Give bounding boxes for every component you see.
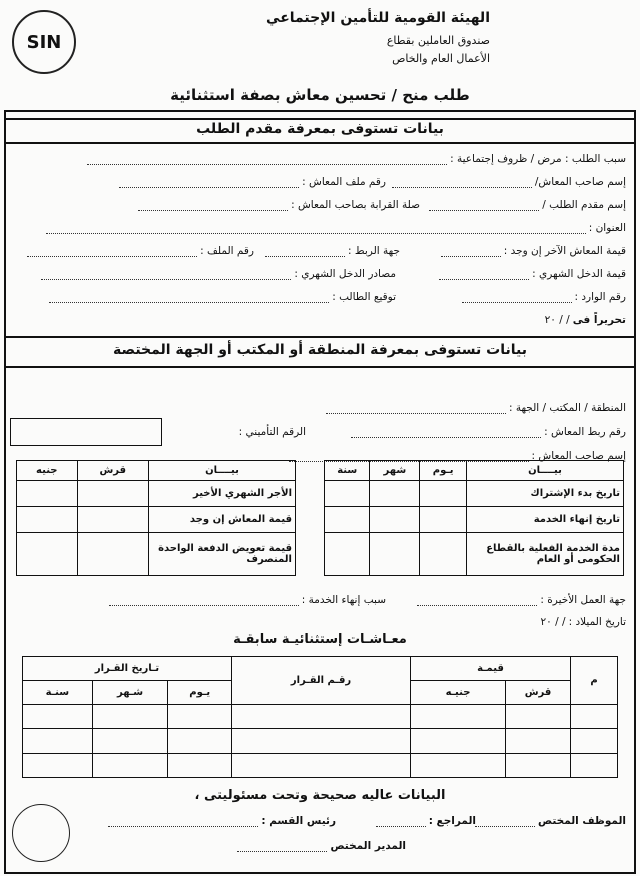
birth-date-field[interactable] xyxy=(541,616,626,628)
wage-cell[interactable] xyxy=(77,507,148,533)
wage-cell[interactable] xyxy=(77,481,148,507)
wage-cell[interactable] xyxy=(17,481,78,507)
address-label: العنوان : xyxy=(588,222,626,234)
wage-col-pound: جنيه xyxy=(17,461,78,481)
reviewer-field[interactable] xyxy=(376,815,476,827)
prev-cell[interactable] xyxy=(232,753,411,777)
service-cell[interactable] xyxy=(370,481,420,507)
income-sources-line[interactable] xyxy=(41,269,291,280)
request-reason-line[interactable] xyxy=(87,154,447,165)
incoming-no-label: رقم الوارد : xyxy=(574,291,626,303)
row-address xyxy=(10,222,626,238)
service-cell[interactable] xyxy=(420,533,467,576)
link-no-line[interactable] xyxy=(351,427,541,438)
linking-entity-label: جهة الربط : xyxy=(348,245,400,257)
prev-col-day: يـوم xyxy=(168,681,232,705)
last-work-line[interactable] xyxy=(417,595,537,606)
service-end-label: سبب إنهاء الخدمة : xyxy=(301,594,386,606)
wage-cell[interactable] xyxy=(17,533,78,576)
wage-cell[interactable] xyxy=(77,533,148,576)
region-label: المنطقة / المكتب / الجهة : xyxy=(508,402,626,414)
row-request-reason xyxy=(10,153,626,169)
pension-file-label: رقم ملف المعاش : xyxy=(302,176,386,188)
prev-cell[interactable] xyxy=(506,729,571,753)
wage-cell[interactable] xyxy=(17,507,78,533)
service-cell[interactable] xyxy=(325,507,370,533)
service-table xyxy=(324,460,624,576)
service-col-year: سنة xyxy=(325,461,370,481)
row-last-work xyxy=(10,594,626,610)
pensioner-name-label: إسم صاحب المعاش/ xyxy=(534,176,626,188)
table-row xyxy=(17,481,296,507)
section2-title: بيانات تستوفى بمعرفة المنطقة أو المكتب أو الجهة المختصة xyxy=(113,342,527,358)
employee-label: الموظف المختص xyxy=(538,815,626,827)
previous-pensions-table xyxy=(22,656,618,778)
insurance-number-box[interactable] xyxy=(10,418,162,446)
row-written-on xyxy=(10,314,626,330)
service-row-label: مدة الخدمة الفعلية بالقطاع الحكومى أو العام xyxy=(467,533,624,576)
dept-head-line[interactable] xyxy=(108,816,258,827)
prev-col-month: شـهر xyxy=(92,681,168,705)
insurance-no-field xyxy=(239,426,306,438)
prev-cell[interactable] xyxy=(92,753,168,777)
table-row xyxy=(17,507,296,533)
row-director xyxy=(10,840,626,856)
row-incoming xyxy=(10,291,626,307)
prev-cell[interactable] xyxy=(232,705,411,729)
service-cell[interactable] xyxy=(325,533,370,576)
pension-file-field[interactable] xyxy=(119,176,386,188)
link-no-field[interactable] xyxy=(351,426,626,438)
monthly-income-field[interactable] xyxy=(439,268,626,280)
insurance-no-label: الرقم التأميني : xyxy=(238,426,306,438)
applicant-name-field[interactable] xyxy=(429,199,626,211)
birth-date-value[interactable]: / / ٢٠ xyxy=(540,616,566,628)
prev-cell[interactable] xyxy=(571,729,618,753)
other-pension-line[interactable] xyxy=(441,246,501,257)
wage-table xyxy=(16,460,296,576)
prev-cell[interactable] xyxy=(571,705,618,729)
service-col-month: شهر xyxy=(370,461,420,481)
row-monthly-income xyxy=(10,268,626,284)
stamp-circle xyxy=(12,804,70,862)
written-on-field[interactable] xyxy=(545,314,626,326)
table-row xyxy=(23,753,618,777)
service-cell[interactable] xyxy=(370,507,420,533)
divider xyxy=(4,142,636,144)
service-row-label: تاريخ بدء الإشتراك xyxy=(467,481,624,507)
prev-cell[interactable] xyxy=(92,705,168,729)
wage-row-label: قيمة المعاش إن وجد xyxy=(149,507,296,533)
other-pension-field[interactable] xyxy=(441,245,626,257)
last-work-field[interactable] xyxy=(417,594,626,606)
prev-col-decision-date: تـاريخ القـرار xyxy=(23,657,232,681)
linking-entity-line[interactable] xyxy=(265,246,345,257)
table-row xyxy=(325,507,624,533)
row-signatures xyxy=(10,815,626,831)
wage-row-label: قيمة تعويض الدفعة الواحدة المنصرف xyxy=(149,533,296,576)
prev-cell[interactable] xyxy=(506,705,571,729)
row-other-pension xyxy=(10,245,626,261)
employee-line[interactable] xyxy=(475,816,535,827)
file-no-line[interactable] xyxy=(27,246,197,257)
address-field[interactable] xyxy=(46,222,626,234)
logo-text: SIN xyxy=(26,31,62,53)
pensioner-name-field[interactable] xyxy=(392,176,626,188)
kinship-line[interactable] xyxy=(138,200,288,211)
reviewer-label: المراجع : xyxy=(428,815,476,827)
prev-cell[interactable] xyxy=(92,729,168,753)
service-cell[interactable] xyxy=(420,507,467,533)
prev-cell[interactable] xyxy=(23,753,93,777)
service-row-label: تاريخ إنهاء الخدمة xyxy=(467,507,624,533)
link-no-label: رقم ربط المعاش : xyxy=(544,426,626,438)
fund-sector: الأعمال العام والخاص xyxy=(392,52,490,65)
director-line[interactable] xyxy=(237,841,327,852)
table-row xyxy=(325,533,624,576)
row-region xyxy=(10,402,626,418)
prev-cell[interactable] xyxy=(411,753,506,777)
dept-head-field[interactable] xyxy=(108,815,336,827)
row-applicant xyxy=(10,199,626,215)
service-col-statement: بيــــان xyxy=(467,461,624,481)
signature-line[interactable] xyxy=(49,292,329,303)
dept-head-label: رئيس القسم : xyxy=(261,815,336,827)
service-cell[interactable] xyxy=(325,481,370,507)
employee-field[interactable] xyxy=(475,815,626,827)
address-line[interactable] xyxy=(46,223,586,234)
written-on-label: تحريراً فى xyxy=(572,314,626,326)
fund-name: صندوق العاملين بقطاع xyxy=(386,34,490,47)
wage-col-statement: بيــــان xyxy=(149,461,296,481)
prev-cell[interactable] xyxy=(168,753,232,777)
written-on-date[interactable]: / / ٢٠ xyxy=(544,314,570,326)
table-row xyxy=(23,729,618,753)
prev-cell[interactable] xyxy=(506,753,571,777)
row-pensioner xyxy=(10,176,626,192)
prev-cell[interactable] xyxy=(411,729,506,753)
section1-title: بيانات تستوفى بمعرفة مقدم الطلب xyxy=(196,121,444,137)
wage-row-label: الأجر الشهري الأخير xyxy=(149,481,296,507)
monthly-income-line[interactable] xyxy=(439,269,529,280)
signature-field[interactable] xyxy=(49,291,396,303)
last-work-label: جهة العمل الأخيرة : xyxy=(540,594,626,606)
birth-date-label: تاريخ الميلاد : xyxy=(568,616,626,628)
prev-cell[interactable] xyxy=(232,729,411,753)
linking-entity-field[interactable] xyxy=(265,245,400,257)
prev-cell[interactable] xyxy=(571,753,618,777)
applicant-name-line[interactable] xyxy=(429,200,539,211)
divider xyxy=(4,336,636,338)
organization-logo xyxy=(12,10,76,74)
declaration: البيانات عاليه صحيحة وتحت مسئوليتى ، xyxy=(194,788,446,803)
prev-col-no: م xyxy=(571,657,618,705)
prev-cell[interactable] xyxy=(411,705,506,729)
applicant-name-label: إسم مقدم الطلب / xyxy=(542,199,626,211)
prev-col-piaster: قرش xyxy=(506,681,571,705)
prev-cell[interactable] xyxy=(23,705,93,729)
service-cell[interactable] xyxy=(420,481,467,507)
reviewer-line[interactable] xyxy=(376,816,426,827)
incoming-no-line[interactable] xyxy=(462,292,572,303)
table-row xyxy=(17,533,296,576)
request-reason-field[interactable] xyxy=(87,153,626,165)
income-sources-label: مصادر الدخل الشهري : xyxy=(294,268,396,280)
signature-label: توقيع الطالب : xyxy=(332,291,396,303)
director-label: المدير المختص xyxy=(330,840,406,852)
prev-cell[interactable] xyxy=(168,729,232,753)
pension-file-line[interactable] xyxy=(119,177,299,188)
table-row xyxy=(23,705,618,729)
income-sources-field[interactable] xyxy=(41,268,396,280)
region-line[interactable] xyxy=(326,403,506,414)
prev-col-value: قيمـة xyxy=(411,657,571,681)
incoming-no-field[interactable] xyxy=(462,291,627,303)
prev-cell[interactable] xyxy=(23,729,93,753)
service-end-line[interactable] xyxy=(109,595,299,606)
other-pension-label: قيمة المعاش الآخر إن وجد : xyxy=(503,245,626,257)
file-no-field[interactable] xyxy=(27,245,254,257)
pensioner-name2-label: إسم صاحب المعاش : xyxy=(531,450,626,462)
wage-col-piaster: قرش xyxy=(77,461,148,481)
kinship-label: صلة القرابة بصاحب المعاش : xyxy=(291,199,420,211)
kinship-field[interactable] xyxy=(138,199,420,211)
region-field[interactable] xyxy=(326,402,626,414)
monthly-income-label: قيمة الدخل الشهري : xyxy=(532,268,626,280)
form-title: طلب منح / تحسين معاش بصفة استثنائية xyxy=(170,86,470,104)
service-end-field[interactable] xyxy=(109,594,386,606)
prev-cell[interactable] xyxy=(168,705,232,729)
row-birth-date xyxy=(10,616,626,632)
divider xyxy=(4,118,636,120)
previous-title: معـاشـات إستثنائيـة سابقـة xyxy=(233,632,407,647)
file-no-label: رقم الملف : xyxy=(200,245,254,257)
pensioner-name-line[interactable] xyxy=(392,177,532,188)
request-reason-label: سبب الطلب : مرض / ظروف إجتماعية : xyxy=(450,153,626,165)
prev-col-pound: جنيـه xyxy=(411,681,506,705)
org-name: الهيئة القومية للتأمين الإجتماعي xyxy=(266,10,490,26)
divider xyxy=(4,366,636,368)
prev-col-year: سنـة xyxy=(23,681,93,705)
service-col-day: يـوم xyxy=(420,461,467,481)
service-cell[interactable] xyxy=(370,533,420,576)
director-field[interactable] xyxy=(237,840,406,852)
prev-col-decision-no: رقـم القـرار xyxy=(232,657,411,705)
table-row xyxy=(325,481,624,507)
